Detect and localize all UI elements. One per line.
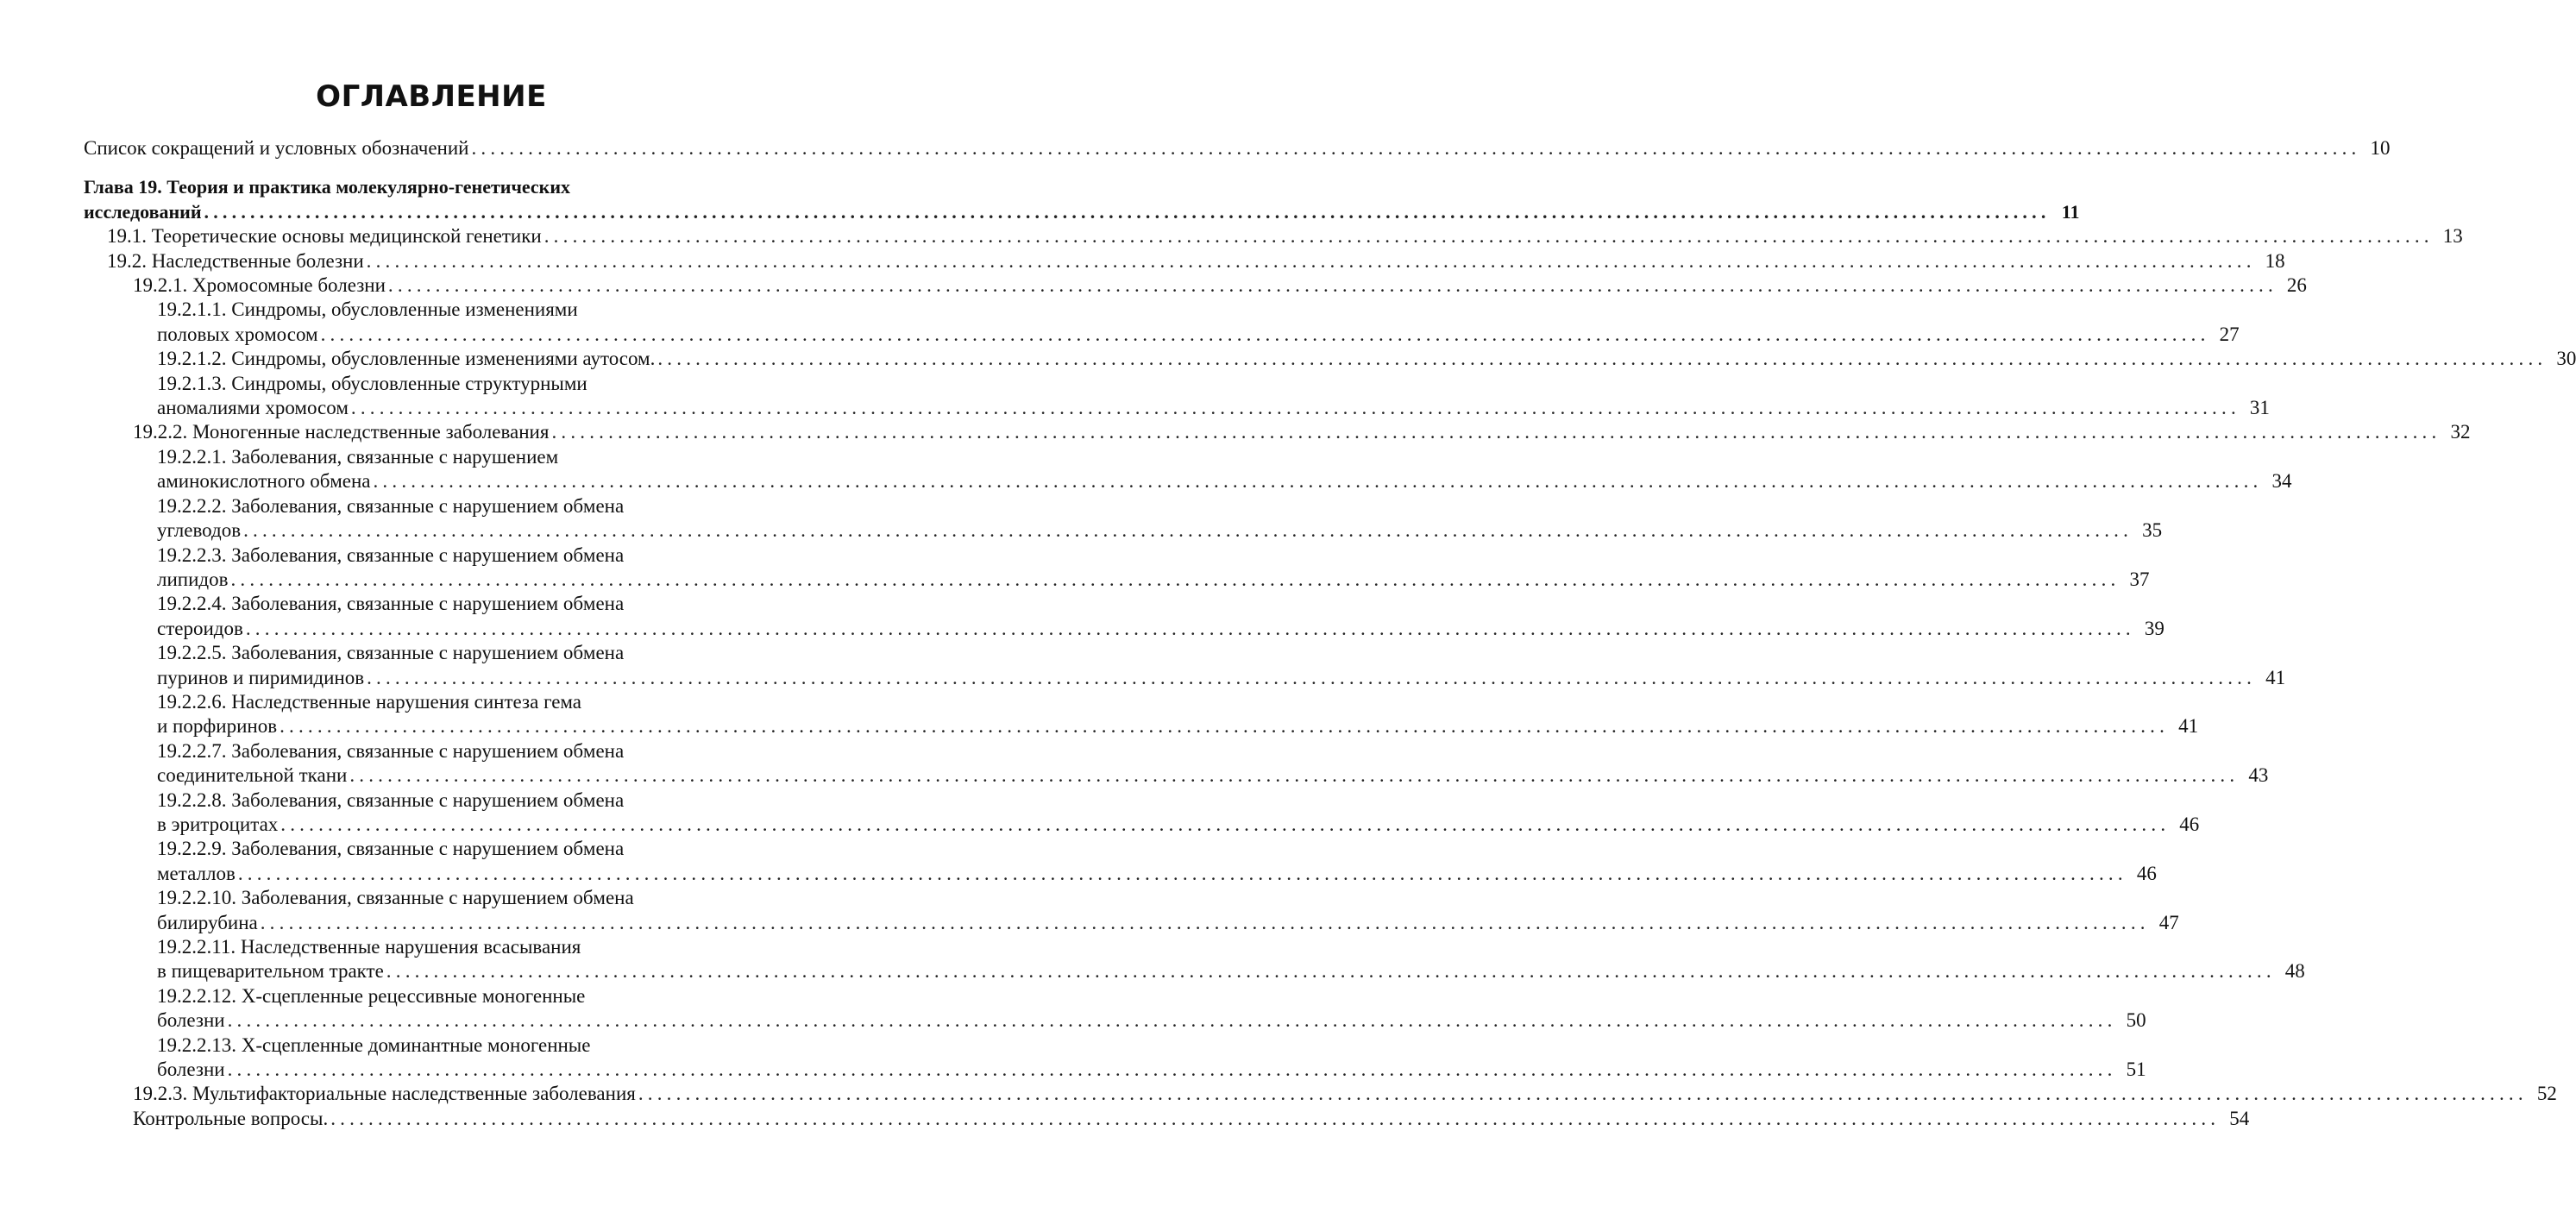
toc-entry-leader-line (157, 1008, 2146, 1033)
toc-entry-page-number: 43 (2248, 764, 2269, 787)
toc-entry-leader-line (157, 959, 2305, 983)
toc-entry[interactable] (84, 935, 2305, 984)
toc-entry-page-number: 26 (2286, 274, 2307, 297)
dot-leader: ........................................................................................................................................................................................................ (227, 1009, 2117, 1032)
toc-entry[interactable] (84, 543, 2150, 593)
toc-entry-leader-line (133, 1107, 2250, 1131)
dot-leader: ........................................................................................................................................................................................................ (243, 519, 2133, 542)
toc-entry[interactable] (84, 690, 2199, 739)
toc-entry[interactable] (84, 739, 2269, 788)
dot-leader: ........................................................................................................................................................................................................ (387, 274, 2278, 297)
toc-entry-title: 19.2.3. Мультифакториальные наследственные заболевания (133, 1083, 636, 1105)
toc-entry-title-line: 19.2.2.2. Заболевания, связанные с нарушением обмена (157, 494, 625, 517)
dot-leader: ........................................................................................................................................................................................................ (366, 249, 2256, 272)
toc-entry-title-line: 19.2.2.5. Заболевания, связанные с нарушением обмена (157, 642, 625, 664)
toc-entry-page-number: 46 (2136, 862, 2157, 884)
toc-entry-page-number: 31 (2249, 397, 2270, 419)
toc-entry-title: и порфиринов (157, 715, 278, 738)
toc-entry-title-line: 19.2.1.3. Синдромы, обусловленные структурными (157, 372, 587, 394)
dot-leader: ........................................................................................................................................................................................................ (386, 960, 2276, 983)
toc-entry[interactable] (84, 273, 2307, 298)
toc-entry-title: билирубина (157, 911, 258, 933)
toc-entry-title: в пищеварительном тракте (157, 960, 384, 983)
toc-entry[interactable] (84, 1082, 2557, 1106)
dot-leader: ........................................................................................................................................................................................................ (237, 862, 2127, 884)
toc-entry-page-number: 18 (2265, 249, 2285, 272)
toc-entry-page-number: 41 (2178, 715, 2199, 738)
toc-entry-leader-line (157, 911, 2179, 935)
toc-entry[interactable] (84, 788, 2200, 838)
toc-entry-page-number: 32 (2450, 421, 2471, 443)
toc-entry-title: 19.2.2. Моногенные наследственные заболевания (133, 421, 550, 443)
toc-entry[interactable] (84, 886, 2179, 935)
toc-entry-leader-line (157, 1058, 2146, 1082)
toc-entry-title: болезни (157, 1059, 225, 1081)
toc-entry-title: стероидов (157, 617, 243, 639)
toc-entry-leader-line (133, 1082, 2557, 1106)
toc-entry-leader-line (84, 136, 2391, 160)
table-of-contents (84, 136, 2576, 1131)
dot-leader: ........................................................................................................................................................................................................ (204, 200, 2051, 223)
toc-entry-title: липидов (157, 568, 229, 590)
dot-leader: ........................................................................................................................................................................................................ (543, 225, 2434, 248)
toc-entry[interactable] (84, 984, 2146, 1033)
toc-entry-title-line: Глава 19. Теория и практика молекулярно-генетических (84, 176, 570, 198)
toc-entry-title: углеводов (157, 519, 242, 542)
toc-entry-title: соединительной ткани (157, 764, 348, 787)
dot-leader: ........................................................................................................................................................................................................ (280, 813, 2171, 835)
toc-entry[interactable] (84, 372, 2270, 421)
toc-entry-leader-line (157, 518, 2163, 543)
toc-entry-title-line: 19.2.2.10. Заболевания, связанные с нарушением обмена (157, 887, 634, 909)
dot-leader: ........................................................................................................................................................................................................ (245, 617, 2135, 639)
toc-entry-page-number: 35 (2142, 519, 2163, 542)
toc-entry-title-line: 19.2.2.9. Заболевания, связанные с нарушением обмена (157, 838, 625, 860)
toc-entry[interactable] (84, 494, 2163, 543)
toc-entry-page-number: 10 (2370, 137, 2391, 159)
dot-leader: ........................................................................................................................................................................................................ (330, 1107, 2221, 1129)
dot-leader: ........................................................................................................................................................................................................ (320, 323, 2210, 345)
toc-entry-page-number: 52 (2536, 1083, 2557, 1105)
toc-entry-leader-line (157, 813, 2200, 837)
toc-entry[interactable] (84, 136, 2391, 160)
toc-entry-page-number: 30 (2556, 348, 2576, 370)
dot-leader: ........................................................................................................................................................................................................ (227, 1059, 2117, 1081)
toc-entry[interactable] (84, 1107, 2250, 1131)
toc-entry-leader-line (133, 420, 2471, 444)
toc-entry-leader-line (157, 323, 2240, 347)
toc-entry-page-number: 37 (2129, 568, 2150, 590)
toc-entry-page-number: 11 (2061, 200, 2080, 223)
toc-entry-title-line: 19.2.2.4. Заболевания, связанные с нарушением обмена (157, 593, 625, 615)
toc-entry-title: исследований (84, 200, 202, 223)
toc-entry-title: аминокислотного обмена (157, 470, 371, 493)
dot-leader: ........................................................................................................................................................................................................ (657, 348, 2548, 370)
toc-entry[interactable] (84, 445, 2292, 494)
dot-leader: ........................................................................................................................................................................................................ (638, 1083, 2528, 1105)
toc-entry-title: половых хромосом (157, 323, 318, 345)
toc-entry-leader-line (157, 347, 2576, 371)
toc-entry-title: в эритроцитах (157, 813, 279, 835)
dot-leader: ........................................................................................................................................................................................................ (350, 397, 2240, 419)
toc-entry-title: аномалиями хромосом (157, 397, 349, 419)
toc-entry-title: Список сокращений и условных обозначений (84, 137, 469, 159)
dot-leader: ........................................................................................................................................................................................................ (260, 911, 2150, 933)
toc-entry-leader-line (157, 396, 2270, 420)
dot-leader: ........................................................................................................................................................................................................ (551, 421, 2441, 443)
toc-entry[interactable] (84, 224, 2463, 248)
toc-entry-title: пуринов и пиримидинов (157, 666, 365, 688)
toc-entry-leader-line (157, 568, 2150, 592)
toc-entry-title: 19.2.1. Хромосомные болезни (133, 274, 386, 297)
toc-entry-page-number: 27 (2219, 323, 2240, 345)
page-title: ОГЛАВЛЕНИЕ (316, 79, 547, 114)
toc-entry-title: Контрольные вопросы. (133, 1107, 329, 1129)
toc-entry-title: болезни (157, 1009, 225, 1032)
toc-entry-title-line: 19.2.2.7. Заболевания, связанные с нарушением обмена (157, 739, 625, 762)
toc-entry-leader-line (157, 469, 2292, 493)
toc-entry-leader-line (107, 249, 2285, 273)
toc-entry-title: 19.1. Теоретические основы медицинской генетики (107, 225, 542, 248)
toc-entry-page-number: 47 (2158, 911, 2179, 933)
toc-entry-title-line: 19.2.2.12. Х-сцепленные рецессивные моногенные (157, 984, 586, 1007)
toc-entry-page-number: 50 (2126, 1009, 2146, 1032)
toc-entry[interactable] (84, 175, 2080, 224)
dot-leader: ........................................................................................................................................................................................................ (471, 137, 2361, 159)
toc-entry-title-line: 19.2.2.6. Наследственные нарушения синтеза гема (157, 690, 582, 713)
toc-entry-page-number: 39 (2144, 617, 2164, 639)
toc-entry-title: металлов (157, 862, 236, 884)
dot-leader: ........................................................................................................................................................................................................ (373, 470, 2263, 493)
toc-entry-title-line: 19.2.2.11. Наследственные нарушения всасывания (157, 936, 581, 958)
section-gap (84, 160, 769, 175)
toc-entry[interactable] (84, 347, 2576, 371)
toc-entry-title-line: 19.2.2.3. Заболевания, связанные с нарушением обмена (157, 543, 625, 566)
dot-leader: ........................................................................................................................................................................................................ (280, 715, 2170, 738)
toc-entry-page-number: 34 (2271, 470, 2292, 493)
toc-entry[interactable] (84, 837, 2157, 886)
toc-entry-title-line: 19.2.2.8. Заболевания, связанные с нарушением обмена (157, 788, 625, 811)
toc-entry[interactable] (84, 1033, 2146, 1083)
toc-entry-leader-line (157, 714, 2199, 738)
dot-leader: ........................................................................................................................................................................................................ (230, 568, 2120, 590)
toc-entry-title: 19.2.1.2. Синдромы, обусловленные изменениями аутосом. (157, 348, 656, 370)
toc-entry-leader-line (133, 273, 2307, 298)
toc-entry-leader-line (157, 862, 2157, 886)
toc-entry-page-number: 51 (2126, 1059, 2146, 1081)
toc-entry[interactable] (84, 249, 2285, 273)
toc-entry[interactable] (84, 420, 2471, 444)
toc-entry-page-number: 41 (2265, 666, 2286, 688)
dot-leader: ........................................................................................................................................................................................................ (349, 764, 2240, 787)
toc-entry-page-number: 48 (2284, 960, 2305, 983)
toc-entry-leader-line (157, 666, 2286, 690)
toc-entry-title-line: 19.2.2.1. Заболевания, связанные с нарушением (157, 445, 559, 468)
toc-entry[interactable] (84, 641, 2286, 690)
toc-entry-leader-line (157, 763, 2269, 788)
toc-entry-leader-line (84, 200, 2080, 224)
toc-entry-leader-line (157, 617, 2164, 641)
toc-entry-title-line: 19.2.1.1. Синдромы, обусловленные изменениями (157, 298, 578, 321)
toc-entry-page-number: 54 (2229, 1107, 2250, 1129)
toc-entry-title: 19.2. Наследственные болезни (107, 249, 364, 272)
toc-entry-page-number: 13 (2442, 225, 2463, 248)
toc-entry[interactable] (84, 592, 2164, 641)
toc-entry-page-number: 46 (2179, 813, 2200, 835)
toc-entry-leader-line (107, 224, 2463, 248)
toc-entry[interactable] (84, 298, 2240, 347)
dot-leader: ........................................................................................................................................................................................................ (367, 666, 2257, 688)
toc-entry-title-line: 19.2.2.13. Х-сцепленные доминантные моногенные (157, 1033, 591, 1056)
